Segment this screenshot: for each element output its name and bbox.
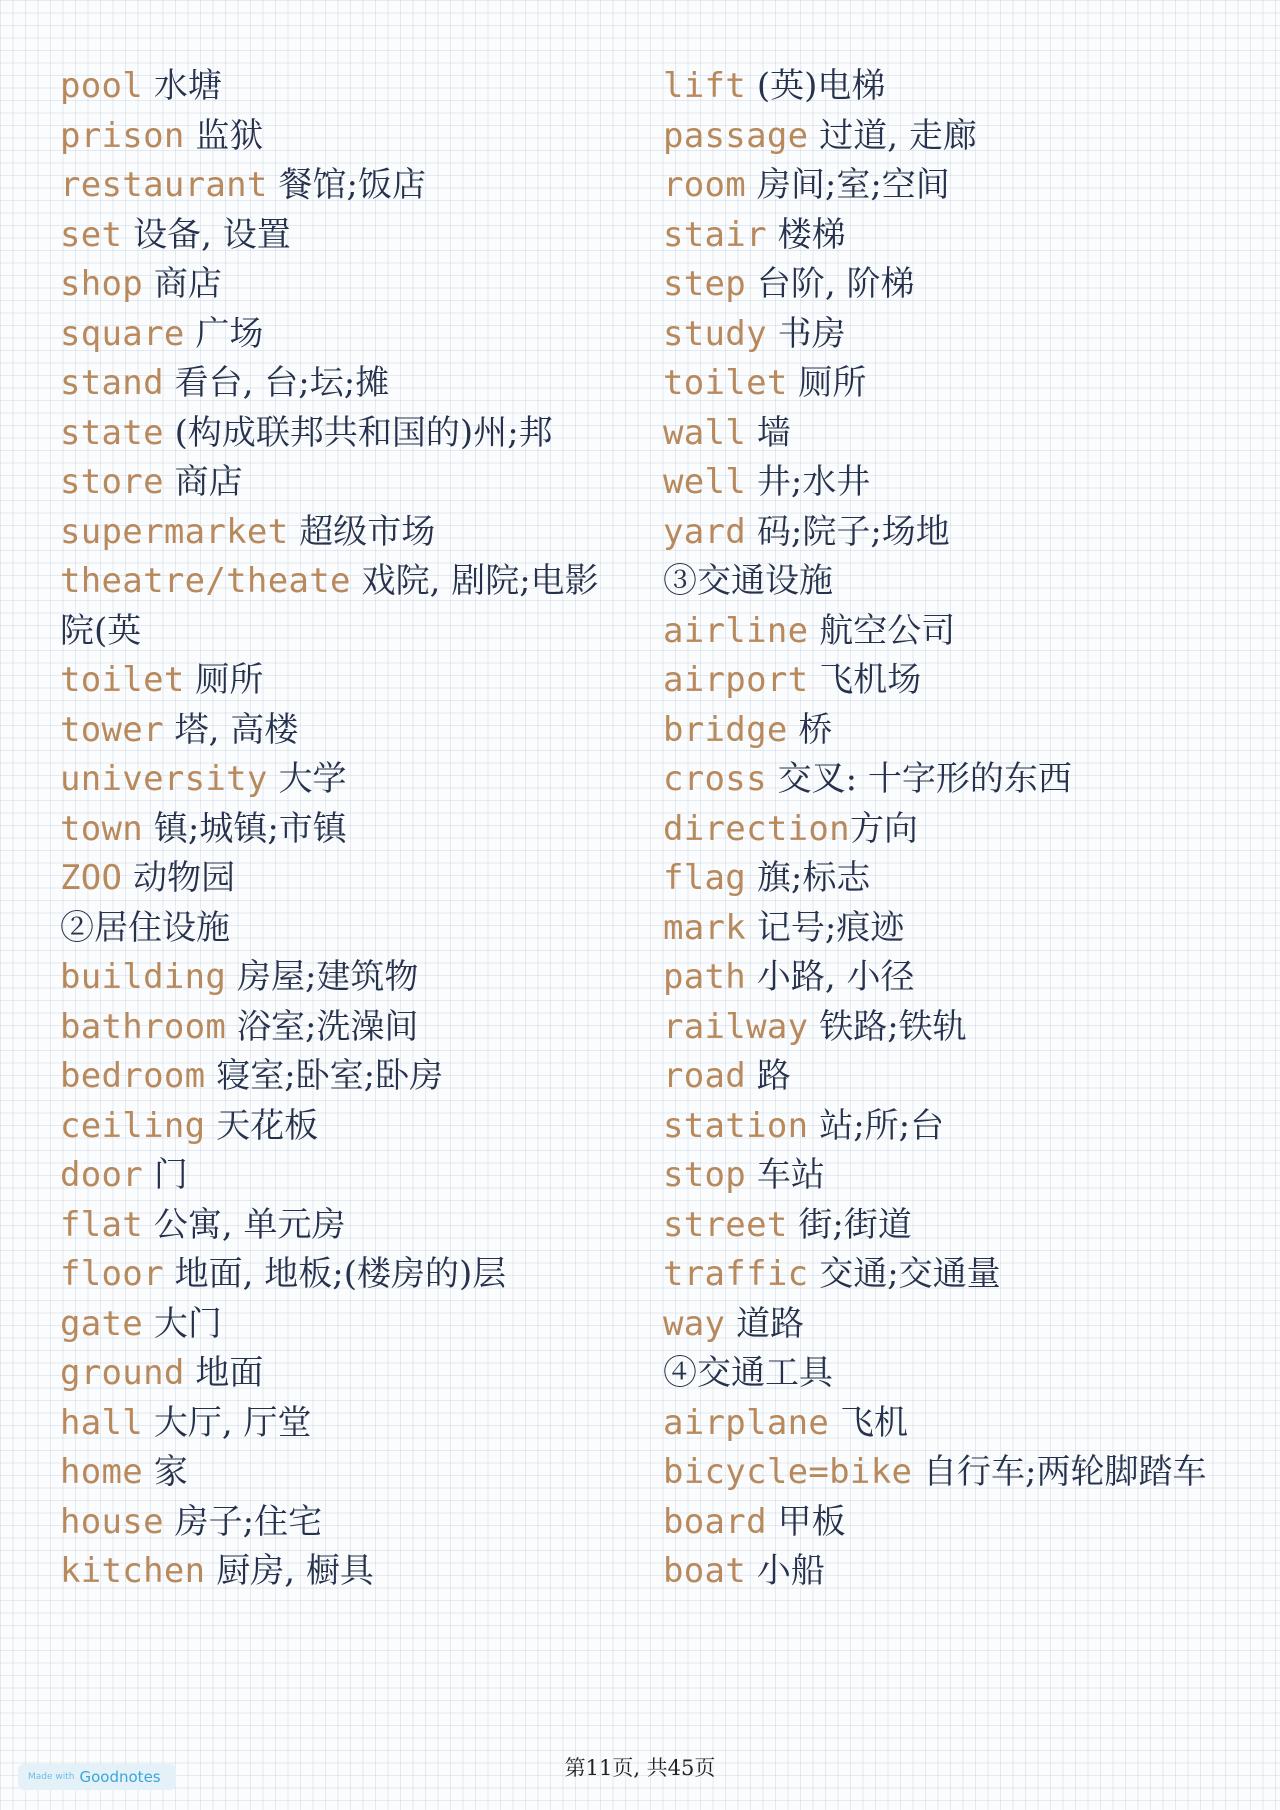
chinese-meaning: 记号;痕迹 <box>746 907 905 948</box>
vocab-entry <box>663 805 1238 855</box>
english-word: bedroom <box>60 1056 206 1096</box>
english-word: step <box>663 264 747 304</box>
chinese-meaning: 交通;交通量 <box>808 1254 1001 1294</box>
vocab-entry <box>663 62 1238 112</box>
english-word: wall <box>663 412 747 453</box>
english-word: square <box>60 313 185 354</box>
english-word: gate <box>60 1303 144 1344</box>
vocab-entry <box>663 1201 1238 1251</box>
chinese-meaning: 看台, 台;坛;摊 <box>163 363 390 403</box>
section-heading <box>663 1349 1238 1399</box>
english-word: boat <box>663 1551 747 1591</box>
english-word: bathroom <box>60 1006 227 1047</box>
chinese-meaning: 飞机场 <box>808 660 922 700</box>
english-word: door <box>60 1155 144 1195</box>
english-word: airport <box>663 660 809 700</box>
vocab-entry <box>663 656 1238 706</box>
english-word: stop <box>663 1155 747 1195</box>
chinese-meaning: 商店 <box>163 462 243 502</box>
vocab-entry <box>60 458 625 508</box>
vocab-entry <box>663 1102 1238 1152</box>
chinese-meaning: 寝室;卧室;卧房 <box>205 1056 444 1096</box>
vocab-entry <box>60 1201 625 1251</box>
vocab-entry <box>60 755 625 805</box>
chinese-meaning: 房子;住宅 <box>163 1501 323 1542</box>
english-word: railway <box>663 1006 809 1047</box>
chinese-meaning: 设备, 设置 <box>122 214 291 255</box>
english-word: flat <box>60 1204 144 1245</box>
chinese-meaning: 大门 <box>143 1303 222 1344</box>
english-word: toilet <box>663 363 788 403</box>
chinese-meaning: 井;水井 <box>746 462 871 502</box>
section-heading <box>60 904 625 954</box>
chinese-meaning: 动物园 <box>122 858 236 898</box>
english-word: road <box>663 1056 747 1096</box>
chinese-meaning: 自行车;两轮脚踏车 <box>912 1452 1207 1492</box>
chinese-meaning: 门 <box>143 1155 188 1195</box>
vocab-entry <box>60 656 625 706</box>
chinese-meaning: 方向 <box>849 808 918 849</box>
english-word: building <box>60 957 227 997</box>
vocab-entry <box>663 112 1238 162</box>
right-column <box>663 62 1238 1597</box>
vocab-entry <box>663 310 1238 360</box>
english-word: traffic <box>663 1254 809 1294</box>
chinese-meaning: 浴室;洗澡间 <box>226 1006 419 1047</box>
english-word: flag <box>663 858 747 898</box>
chinese-meaning: 厕所 <box>787 363 867 403</box>
vocab-entry <box>663 755 1238 805</box>
chinese-meaning: 商店 <box>143 264 222 304</box>
english-word: cross <box>663 759 767 799</box>
vocab-entry <box>663 1448 1238 1498</box>
english-word: store <box>60 462 164 502</box>
english-word: airline <box>663 610 809 651</box>
vocab-entry <box>60 211 625 261</box>
english-word: home <box>60 1452 144 1492</box>
chinese-meaning: 台阶, 阶梯 <box>746 264 915 304</box>
section-heading-text: ④交通工具 <box>663 1353 833 1393</box>
english-word: tower <box>60 709 164 750</box>
chinese-meaning: 站;所;台 <box>808 1105 945 1146</box>
chinese-meaning: 道路 <box>725 1303 805 1344</box>
english-word: room <box>663 165 747 205</box>
english-word: direction <box>663 808 850 849</box>
vocab-entry <box>60 1003 625 1053</box>
vocab-entry <box>60 854 625 904</box>
chinese-meaning: 过道, 走廊 <box>808 115 977 156</box>
chinese-meaning: 房间;室;空间 <box>746 165 950 205</box>
vocab-entry <box>663 161 1238 211</box>
english-word: set <box>60 214 123 255</box>
english-word: university <box>60 759 268 799</box>
english-word: airplane <box>663 1402 830 1443</box>
left-column <box>60 62 625 1597</box>
chinese-meaning: 甲板 <box>766 1501 846 1542</box>
english-word: town <box>60 808 144 849</box>
vocab-entry <box>663 458 1238 508</box>
chinese-meaning: 楼梯 <box>766 214 846 255</box>
chinese-meaning: 小路, 小径 <box>746 957 915 997</box>
section-heading-text: ②居住设施 <box>60 907 230 948</box>
vocab-entry <box>60 1547 625 1597</box>
vocab-entry <box>60 1349 625 1399</box>
vocab-entry <box>663 953 1238 1003</box>
goodnotes-logo: Goodnotes <box>79 1768 161 1786</box>
english-word: study <box>663 313 767 354</box>
chinese-meaning: 地面, 地板;(楼房的)层 <box>163 1254 507 1294</box>
vocab-entry <box>60 1300 625 1350</box>
english-word: prison <box>60 115 185 156</box>
vocab-entry <box>663 409 1238 459</box>
vocab-entry <box>60 557 625 656</box>
made-with-text: Made with <box>28 1772 75 1782</box>
vocab-entry <box>663 607 1238 657</box>
chinese-meaning: 旗;标志 <box>746 858 871 898</box>
vocab-entry <box>663 904 1238 954</box>
chinese-meaning: (构成联邦共和国的)州;邦 <box>163 412 553 453</box>
english-word: ceiling <box>60 1105 206 1146</box>
vocab-entry <box>60 260 625 310</box>
english-word: bicycle=bike <box>663 1452 913 1492</box>
chinese-meaning: 戏院, 剧院;电影院(英 <box>60 561 599 651</box>
chinese-meaning: 车站 <box>746 1155 825 1195</box>
chinese-meaning: 镇;城镇;市镇 <box>143 808 347 849</box>
chinese-meaning: 水塘 <box>143 66 222 106</box>
english-word: shop <box>60 264 144 304</box>
vocab-entry <box>663 1003 1238 1053</box>
chinese-meaning: 桥 <box>787 709 833 750</box>
vocab-entry <box>663 359 1238 409</box>
chinese-meaning: 塔, 高楼 <box>163 709 299 750</box>
vocab-entry <box>60 1250 625 1300</box>
chinese-meaning: 大厅, 厅堂 <box>143 1402 312 1443</box>
chinese-meaning: 航空公司 <box>808 610 956 651</box>
vocab-entry <box>60 1052 625 1102</box>
chinese-meaning: 书房 <box>766 313 846 354</box>
chinese-meaning: 墙 <box>746 412 791 453</box>
english-word: way <box>663 1303 726 1344</box>
chinese-meaning: 天花板 <box>205 1105 319 1146</box>
chinese-meaning: 地面 <box>184 1353 264 1393</box>
chinese-meaning: 广场 <box>184 313 264 354</box>
vocab-entry <box>663 1300 1238 1350</box>
chinese-meaning: 街;街道 <box>787 1204 912 1245</box>
english-word: state <box>60 412 164 453</box>
vocab-entry <box>60 62 625 112</box>
vocab-entry <box>60 112 625 162</box>
vocab-entry <box>60 953 625 1003</box>
english-word: board <box>663 1501 767 1542</box>
english-word: street <box>663 1204 788 1245</box>
vocab-entry <box>60 706 625 756</box>
vocab-entry <box>60 1448 625 1498</box>
vocab-entry <box>60 508 625 558</box>
english-word: house <box>60 1501 164 1542</box>
chinese-meaning: 房屋;建筑物 <box>226 957 419 997</box>
english-word: lift <box>663 66 747 106</box>
chinese-meaning: 码;院子;场地 <box>746 511 950 552</box>
vocab-entry <box>60 161 625 211</box>
english-word: hall <box>60 1402 144 1443</box>
chinese-meaning: 铁路;铁轨 <box>808 1006 967 1047</box>
vocab-entry <box>663 854 1238 904</box>
vocab-entry <box>663 1250 1238 1300</box>
english-word: passage <box>663 115 809 156</box>
vocab-entry <box>663 260 1238 310</box>
chinese-meaning: 餐馆;饭店 <box>267 165 426 205</box>
chinese-meaning: (英)电梯 <box>746 66 886 106</box>
vocab-entry <box>60 359 625 409</box>
vocab-entry <box>663 1498 1238 1548</box>
english-word: floor <box>60 1254 164 1294</box>
vocab-entry <box>663 1547 1238 1597</box>
chinese-meaning: 公寓, 单元房 <box>143 1204 346 1245</box>
english-word: bridge <box>663 709 788 750</box>
chinese-meaning: 飞机 <box>829 1402 908 1443</box>
english-word: toilet <box>60 660 185 700</box>
vocab-entry <box>60 805 625 855</box>
chinese-meaning: 家 <box>143 1452 188 1492</box>
vocab-entry <box>663 1151 1238 1201</box>
english-word: ZOO <box>60 858 123 898</box>
vocab-entry <box>663 1052 1238 1102</box>
chinese-meaning: 大学 <box>267 759 347 799</box>
english-word: station <box>663 1105 809 1146</box>
vocab-entry <box>663 211 1238 261</box>
vocab-entry <box>60 409 625 459</box>
english-word: yard <box>663 511 747 552</box>
english-word: kitchen <box>60 1551 206 1591</box>
english-word: mark <box>663 907 747 948</box>
english-word: well <box>663 462 747 502</box>
vocab-entry <box>60 1151 625 1201</box>
english-word: supermarket <box>60 511 289 552</box>
english-word: path <box>663 957 747 997</box>
section-heading <box>663 557 1238 607</box>
english-word: stair <box>663 214 767 255</box>
english-word: theatre/theate <box>60 561 351 601</box>
vocab-entry <box>60 310 625 360</box>
page-number: 第11页, 共45页 <box>564 1756 716 1780</box>
vocab-entry <box>663 1399 1238 1449</box>
vocab-entry <box>663 508 1238 558</box>
chinese-meaning: 厕所 <box>184 660 264 700</box>
section-heading-text: ③交通设施 <box>663 561 833 601</box>
vocab-entry <box>663 706 1238 756</box>
chinese-meaning: 监狱 <box>184 115 264 156</box>
english-word: restaurant <box>60 165 268 205</box>
chinese-meaning: 小船 <box>746 1551 825 1591</box>
chinese-meaning: 路 <box>746 1056 791 1096</box>
chinese-meaning: 厨房, 橱具 <box>205 1551 374 1591</box>
chinese-meaning: 超级市场 <box>288 511 436 552</box>
english-word: ground <box>60 1353 185 1393</box>
english-word: stand <box>60 363 164 403</box>
vocab-entry <box>60 1102 625 1152</box>
english-word: pool <box>60 66 144 106</box>
vocab-entry <box>60 1399 625 1449</box>
chinese-meaning: 交叉: 十字形的东西 <box>766 759 1072 799</box>
vocab-entry <box>60 1498 625 1548</box>
